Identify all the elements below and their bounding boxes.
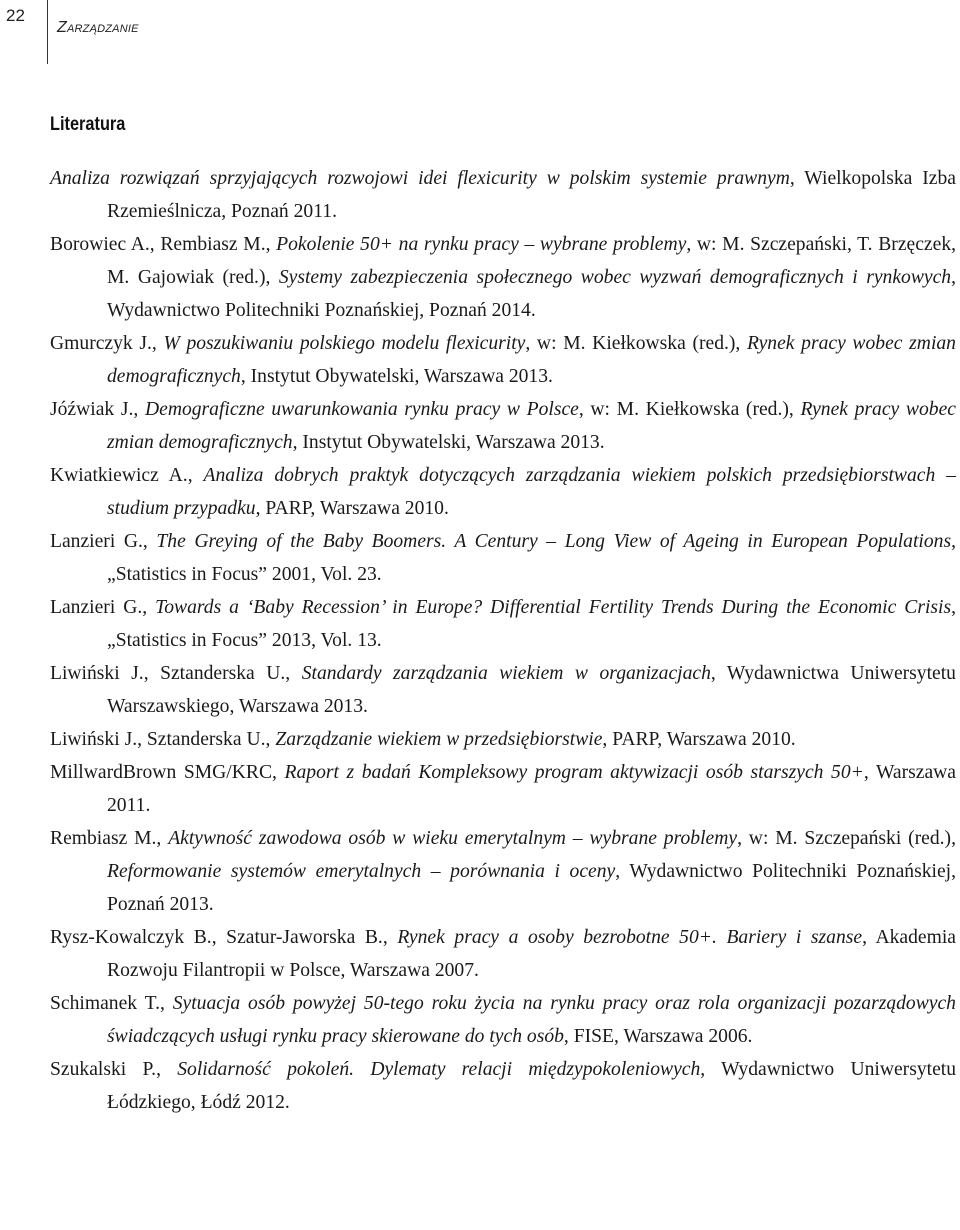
page-number: 22 [6,6,25,25]
reference-title: Rynek pracy wobec zmian demograficznych [107,333,956,387]
reference-entry [50,723,956,756]
reference-text: Schimanek T., [50,993,173,1014]
reference-title: Towards a ‘Baby Recession’ in Europe? Differential Fertility Trends During the Economic Crisis [155,597,952,618]
reference-entry [50,657,956,723]
reference-title: Aktywność zawodowa osób w wieku emerytalnym – wybrane problemy [168,828,738,849]
reference-entry [50,1053,956,1119]
reference-list [50,162,956,1119]
reference-entry [50,327,956,393]
reference-text: Rembiasz M., [50,828,169,849]
reference-text: , „Statistics in Focus” 2001, Vol. 23. [107,531,956,585]
reference-entry [50,756,956,822]
reference-text: Liwiński J., Sztanderska U., [50,729,276,750]
reference-entry [50,525,956,591]
reference-title: Raport z badań Kompleksowy program aktywizacji osób starszych 50+ [284,762,864,783]
section-title: Literatura [50,114,126,135]
reference-title: Analiza rozwiązań sprzyjających rozwojowi idei flexicurity w polskim systemie prawnym [50,168,790,189]
reference-text: , PARP, Warszawa 2010. [255,498,449,519]
reference-text: , w: M. Szczepański, T. Brzęczek, M. Gajowiak (red.), [107,234,957,288]
reference-text: Gmurczyk J., [50,333,164,354]
reference-title: Systemy zabezpieczenia społecznego wobec wyzwań demograficznych i rynkowych [278,267,952,288]
reference-title: Rynek pracy wobec zmian demograficznych [107,399,956,453]
reference-title: Standardy zarządzania wiekiem w organizacjach [301,663,711,684]
reference-text: , Wydawnictwo Politechniki Poznańskiej, Poznań 2014. [107,267,956,321]
reference-text: Borowiec A., Rembiasz M., [50,234,277,255]
reference-title: Pokolenie 50+ na rynku pracy – wybrane problemy [276,234,687,255]
reference-text: MillwardBrown SMG/KRC, [50,762,285,783]
header-divider [47,0,48,64]
reference-title: Rynek pracy a osoby bezrobotne 50+. Bariery i szanse [397,927,863,948]
reference-text: , Wydawnictwo Uniwersytetu Łódzkiego, Łódź 2012. [107,1059,957,1113]
reference-text: Lanzieri G., [50,597,156,618]
reference-title: Analiza dobrych praktyk dotyczących zarządzania wiekiem polskich przedsiębiorstwach – studium przypadku [107,465,956,519]
reference-text: , w: M. Kiełkowska (red.), [525,333,747,354]
reference-text: , w: M. Szczepański (red.), [737,828,956,849]
reference-text: , Wydawnictwo Politechniki Poznańskiej, Poznań 2013. [107,861,957,915]
reference-entry [50,393,956,459]
running-title: Zarządzanie [57,19,139,36]
reference-text: Rysz-Kowalczyk B., Szatur-Jaworska B., [50,927,398,948]
reference-title: Reformowanie systemów emerytalnych – porównania i oceny [107,861,616,882]
reference-text: , PARP, Warszawa 2010. [602,729,796,750]
reference-entry [50,591,956,657]
reference-entry [50,921,956,987]
reference-entry [50,459,956,525]
reference-text: , FISE, Warszawa 2006. [563,1026,753,1047]
reference-entry [50,162,956,228]
reference-text: , Instytut Obywatelski, Warszawa 2013. [292,432,605,453]
reference-text: , Instytut Obywatelski, Warszawa 2013. [240,366,553,387]
reference-title: The Greying of the Baby Boomers. A Century – Long View of Ageing in European Populations [156,531,952,552]
reference-title: Demograficzne uwarunkowania rynku pracy w Polsce [144,399,579,420]
reference-text: , Wydawnictwa Uniwersytetu Warszawskiego, Warszawa 2013. [107,663,956,717]
reference-entry [50,987,956,1053]
reference-text: Kwiatkiewicz A., [50,465,204,486]
reference-text: , Wielkopolska Izba Rzemieślnicza, Poznań 2011. [107,168,956,222]
reference-title: Zarządzanie wiekiem w przedsiębiorstwie [275,729,603,750]
reference-title: W poszukiwaniu polskiego modelu flexicurity [163,333,526,354]
reference-text: , Warszawa 2011. [107,762,956,816]
reference-entry [50,228,956,327]
reference-text: Szukalski P., [50,1059,178,1080]
reference-text: , Akademia Rozwoju Filantropii w Polsce, Warszawa 2007. [107,927,957,981]
reference-text: , w: M. Kiełkowska (red.), [578,399,801,420]
reference-text: Jóźwiak J., [50,399,145,420]
reference-entry [50,822,956,921]
reference-text: Lanzieri G., [50,531,157,552]
reference-title: Solidarność pokoleń. Dylematy relacji międzypokoleniowych [177,1059,701,1080]
reference-text: , „Statistics in Focus” 2013, Vol. 13. [107,597,957,651]
reference-title: Sytuacja osób powyżej 50-tego roku życia na rynku pracy oraz rola organizacji pozarządowych świadczących usługi rynku pracy skierowane do tych osób [107,993,956,1047]
reference-text: Liwiński J., Sztanderska U., [50,663,302,684]
